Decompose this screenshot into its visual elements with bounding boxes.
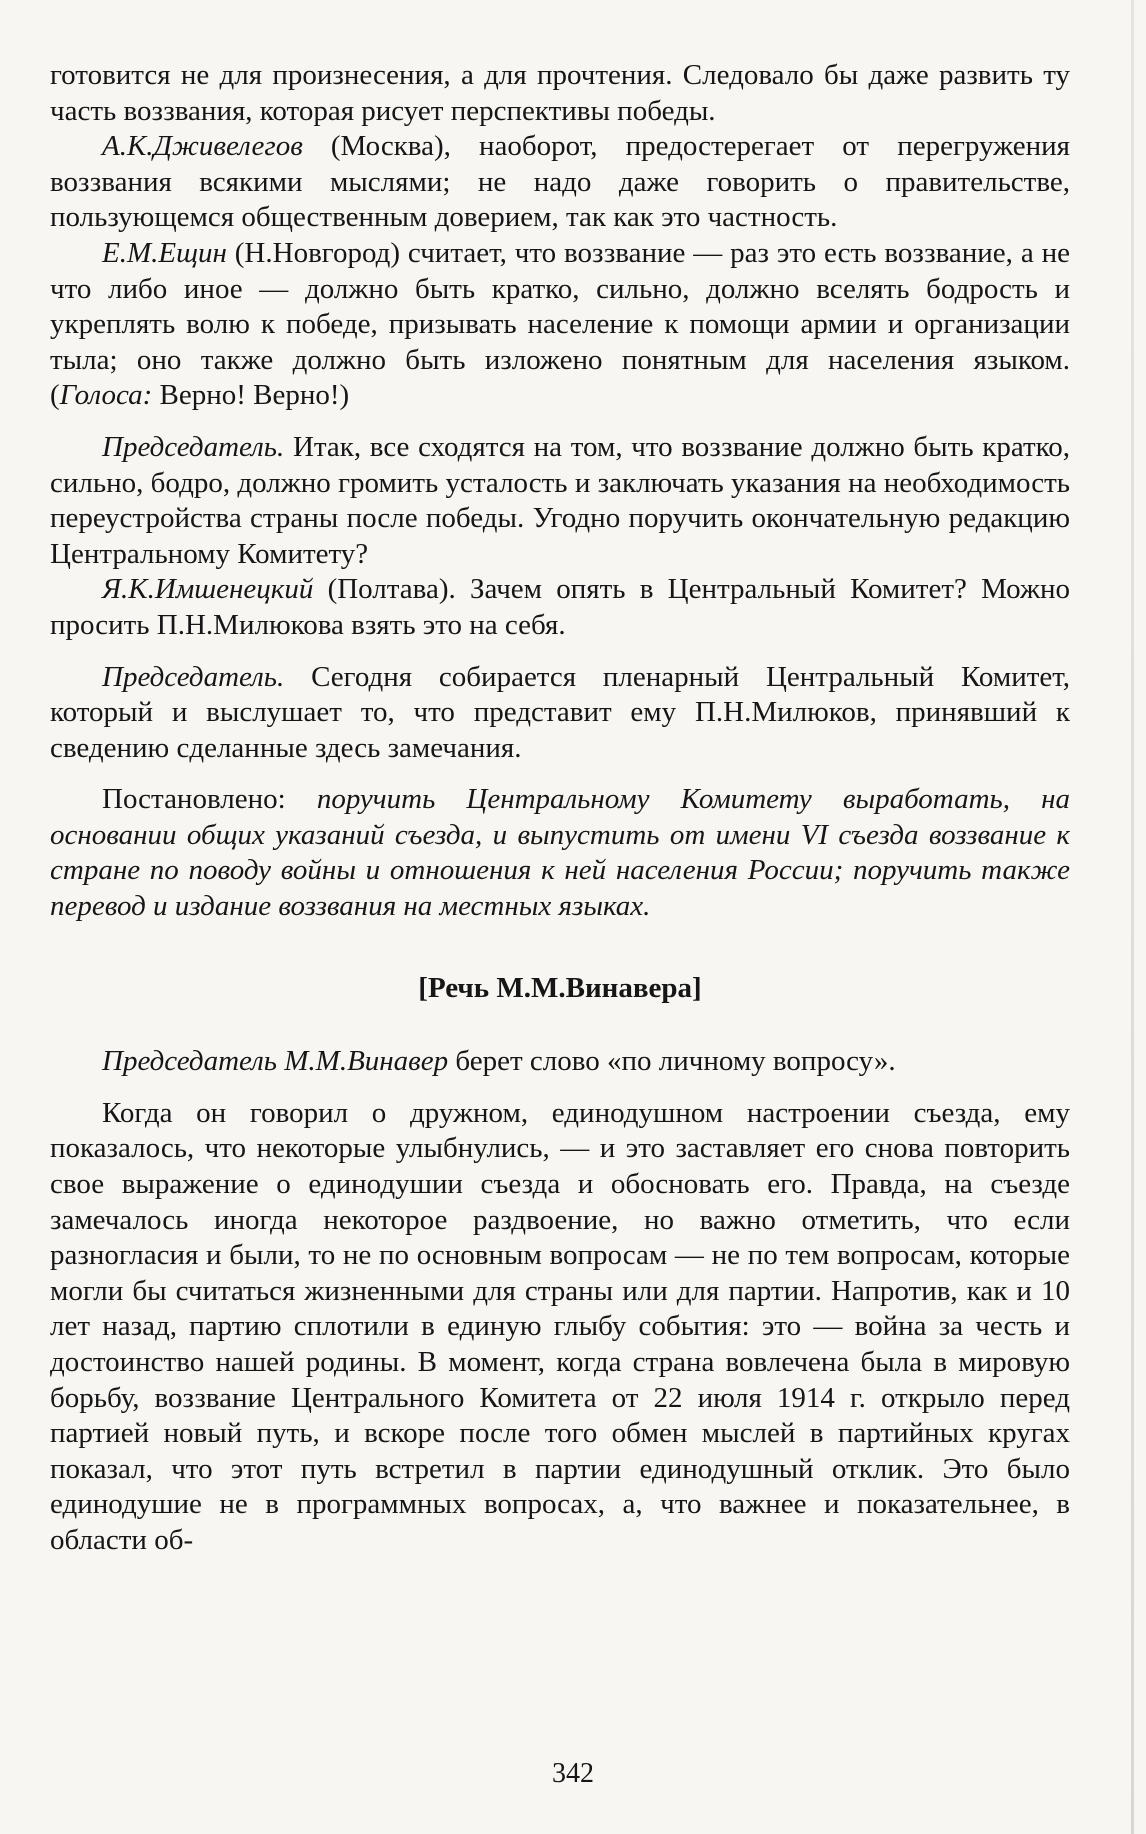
speaker-name: Председатель М.М.Винавер xyxy=(102,1045,449,1078)
paragraph-eshchin xyxy=(50,236,1070,414)
speaker-name: Я.К.Имшенецкий xyxy=(102,573,314,606)
paragraph-text: берет слово «по личному вопросу». xyxy=(448,1045,896,1078)
paragraph-text: Сегодня собирается пленарный Центральный Комитет, который и выслушает то, что представит ему П.Н.Милюков, принявший к сведению сделанные здесь замечания. xyxy=(50,660,1070,764)
voices-text: Верно! Верно!) xyxy=(152,379,350,412)
paragraph-chairman-2 xyxy=(50,660,1070,767)
resolution-lead: Постановлено: xyxy=(102,783,317,816)
speaker-name: Е.М.Ещин xyxy=(102,236,227,269)
section-heading: [Речь М.М.Винавера] xyxy=(418,971,702,1004)
speaker-name: Председатель. xyxy=(102,660,285,693)
paragraph-imshenetsky xyxy=(50,572,1070,643)
resolution-paragraph xyxy=(50,782,1070,924)
document-body xyxy=(50,58,1070,1559)
speaker-name: А.К.Дживелегов xyxy=(102,130,303,163)
paragraph-text: (Москва), наоборот, предостерегает от перегружения воззвания всякими мыслями; не надо даже говорить о правительстве, пользующемся общественным доверием, так как это частность. xyxy=(50,130,1070,234)
paragraph-dzhivelegov xyxy=(50,129,1070,236)
page-edge xyxy=(1131,0,1134,1834)
paragraph-chairman-1 xyxy=(50,430,1070,572)
resolution-text: поручить Центральному Комитету выработать, на основании общих указаний съезда, и выпустить от имени VI съезда воззвание к стране по поводу войны и отношения к ней населения России; поручить также перевод и издание воззвания на местных языках. xyxy=(50,783,1070,923)
page-number: 342 xyxy=(552,1758,594,1789)
paragraph-continuation: готовится не для произнесения, а для прочтения. Следовало бы даже развить ту часть воззвания, которая рисует перспективы победы. xyxy=(50,59,1070,127)
paragraph-text: (Полтава). Зачем опять в Центральный Комитет? Можно просить П.Н.Милюкова взять это на себя. xyxy=(50,573,1070,641)
paragraph-vinaver-speech: Когда он говорил о дружном, единодушном настроении съезда, ему показалось, что некоторые улыбнулись, — и это заставляет его снова повторить свое выражение о единодушии съезда и обосновать его. Правда, на съезде замечалось иногда некоторое раздвоение, но важно отметить, что если разногласия и были, то не по основным вопросам — не по тем вопросам, которые могли бы считаться жизненными для страны или для партии. Напротив, как и 10 лет назад, партию сплотили в единую глыбу события: это — война за честь и достоинство нашей родины. В момент, когда страна вовлечена была в мировую борьбу, воззвание Центрального Комитета от 22 июля 1914 г. открыло перед партией новый путь, и вскоре после того обмен мыслей в партийных кругах показал, что этот путь встретил в партии единодушный отклик. Это было единодушие не в программных вопросах, а, что важнее и показательнее, в области об- xyxy=(50,1096,1070,1556)
paragraph-text: (Н.Новгород) считает, что воззвание — раз это есть воззвание, а не что либо иное — должно быть кратко, сильно, должно вселять бодрость и укреплять волю к победе, призывать население к помощи армии и организации тыла; оно также должно быть изложено понятным для населения языком. ( xyxy=(50,236,1070,412)
speaker-name: Председатель. xyxy=(102,430,285,463)
paragraph-text: Итак, все сходятся на том, что воззвание должно быть кратко, сильно, бодро, должно громить усталость и заключать указания на необходимость переустройства страны после победы. Угодно поручить окончательную редакцию Центральному Комитету? xyxy=(50,430,1070,570)
paragraph-vinaver-intro xyxy=(50,1044,1070,1080)
voices-label: Голоса: xyxy=(59,379,153,412)
